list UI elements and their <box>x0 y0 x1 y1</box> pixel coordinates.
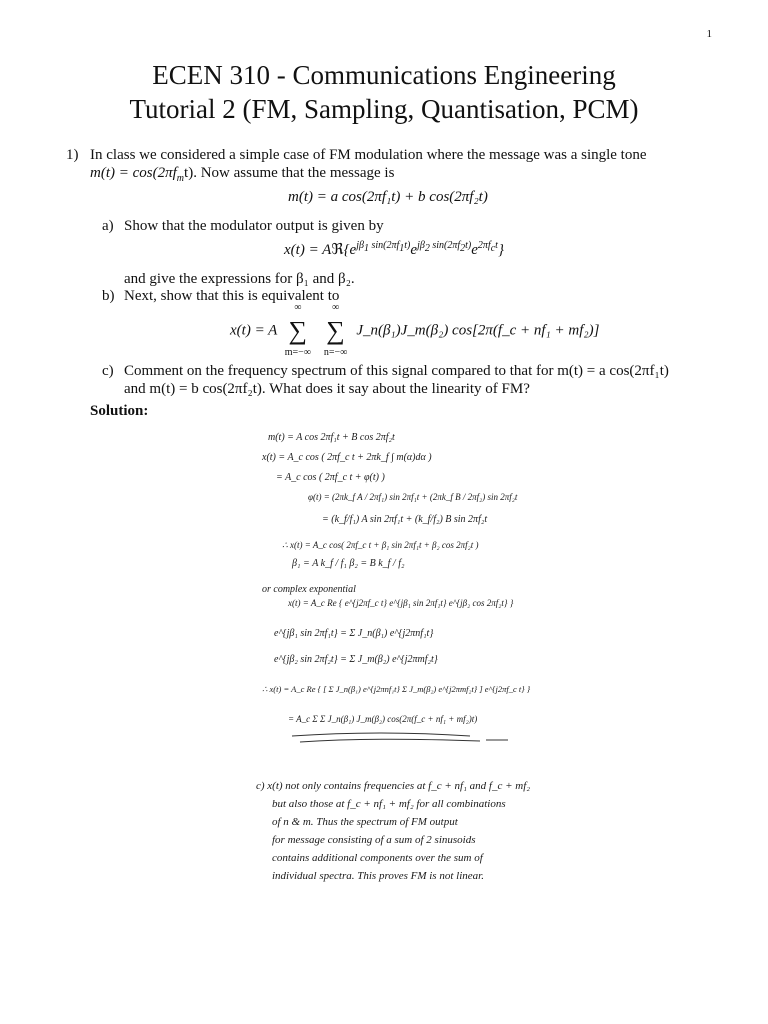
part-c-label: c) <box>102 363 114 379</box>
hw-c-line: c) x(t) not only contains frequencies at f_c + nf₁ and f_c + mf₂ <box>256 780 531 792</box>
part-a-label: a) <box>102 218 114 234</box>
part-a-follow: and give the expressions for β₁ and β₂. <box>124 271 355 287</box>
sum-m-symbol: ∑ ∞ m=−∞ <box>284 302 311 358</box>
part-a-equation: $x(t) = Aℜ\{e^{j\beta_1 sin(2\pi f_1t)}e^{j\beta_2 sin(2\pi f_2t)}e^{2\pi f_ct}\}$ <box>284 240 504 258</box>
part-a-text: Show that the modulator output is given by <box>124 218 384 234</box>
question-intro-line-1: In class we considered a simple case of FM modulation where the message was a single tone <box>90 147 647 163</box>
sum-n-symbol: ∑ ∞ n=−∞ <box>323 302 348 358</box>
hw-c-line: individual spectra. This proves FM is not linear. <box>272 870 484 882</box>
part-c-text-2: and m(t) = b cos(2πf₂t). What does it say about the linearity of FM? <box>124 381 530 397</box>
hw-line: = (k_f/f₁) A sin 2πf₁t + (k_f/f₂) B sin 2πf₂t <box>322 514 488 525</box>
intro-eq-tail: t). Now assume that the message is <box>184 165 395 181</box>
hw-line: = A_c Σ Σ J_n(β₁) J_m(β₂) cos(2π(f_c + nf₁ + mf₂)t) <box>288 714 478 724</box>
title-line-1: ECEN 310 - Communications Engineering <box>152 60 616 90</box>
solution-label: Solution: <box>90 403 149 419</box>
hw-line: x(t) = A_c Re { e^{j2πf_c t} e^{jβ₁ sin 2πf₁t} e^{jβ₂ cos 2πf₂t} } <box>288 598 514 608</box>
hw-line: or complex exponential <box>262 584 356 595</box>
hw-c-line: for message consisting of a sum of 2 sinusoids <box>272 834 476 846</box>
question-number: 1) <box>66 147 79 163</box>
hw-c-line: but also those at f_c + nf₁ + mf₂ for all combinations <box>272 798 506 810</box>
hw-line: = A_c cos ( 2πf_c t + φ(t) ) <box>276 472 385 483</box>
hw-line: ∴ x(t) = A_c Re { [ Σ J_n(β₁) e^{j2πnf₁t} Σ J_m(β₂) e^{j2πmf₂t} ] e^{j2πf_c t} } <box>262 684 531 694</box>
part-b-equation <box>230 302 600 358</box>
hw-line: x(t) = A_c cos ( 2πf_c t + 2πk_f ∫ m(α)dα ) <box>262 452 432 463</box>
intro-eq: m(t) = cos(2πf <box>90 165 177 181</box>
intro-eq-sub: m <box>176 173 185 184</box>
part-b-rhs: J_n(β₁)J_m(β₂) cos[2π(f_c + nf₁ + mf₂)] <box>356 322 600 339</box>
hw-line: ∴ x(t) = A_c cos( 2πf_c t + β₁ sin 2πf₁t + β₂ cos 2πf₂t ) <box>282 540 479 550</box>
hw-line: φ(t) = (2πk_f A / 2πf₁) sin 2πf₁t + (2πk_f B / 2πf₂) sin 2πf₂t <box>308 492 518 502</box>
question-intro-line-2 <box>90 164 394 188</box>
page-title <box>0 58 768 126</box>
part-b-lhs: x(t) = A <box>230 322 278 339</box>
title-line-2: Tutorial 2 (FM, Sampling, Quantisation, PCM) <box>129 94 639 124</box>
hw-line: m(t) = A cos 2πf₁t + B cos 2πf₂t <box>268 432 395 443</box>
message-equation: m(t) = a cos(2πf₁t) + b cos(2πf₂t) <box>288 189 488 205</box>
hw-line: e^{jβ₂ sin 2πf₂t} = Σ J_m(β₂) e^{j2πmf₂t} <box>274 654 438 665</box>
hw-line: e^{jβ₁ sin 2πf₁t} = Σ J_n(β₁) e^{j2πnf₁t} <box>274 628 434 639</box>
part-b-text: Next, show that this is equivalent to <box>124 288 340 304</box>
part-c-text-1: Comment on the frequency spectrum of this signal compared to that for m(t) = a cos(2πf₁t) <box>124 363 669 379</box>
hw-c-line: of n & m. Thus the spectrum of FM output <box>272 816 458 828</box>
underline-scribble <box>290 728 510 748</box>
part-b-label: b) <box>102 288 115 304</box>
hw-c-line: contains additional components over the sum of <box>272 852 483 864</box>
handwritten-part-c-scan <box>256 780 531 890</box>
hw-line: β₁ = A k_f / f₁ β₂ = B k_f / f₂ <box>292 558 405 569</box>
page-number: 1 <box>706 28 712 40</box>
handwritten-solution-scan <box>262 432 531 752</box>
